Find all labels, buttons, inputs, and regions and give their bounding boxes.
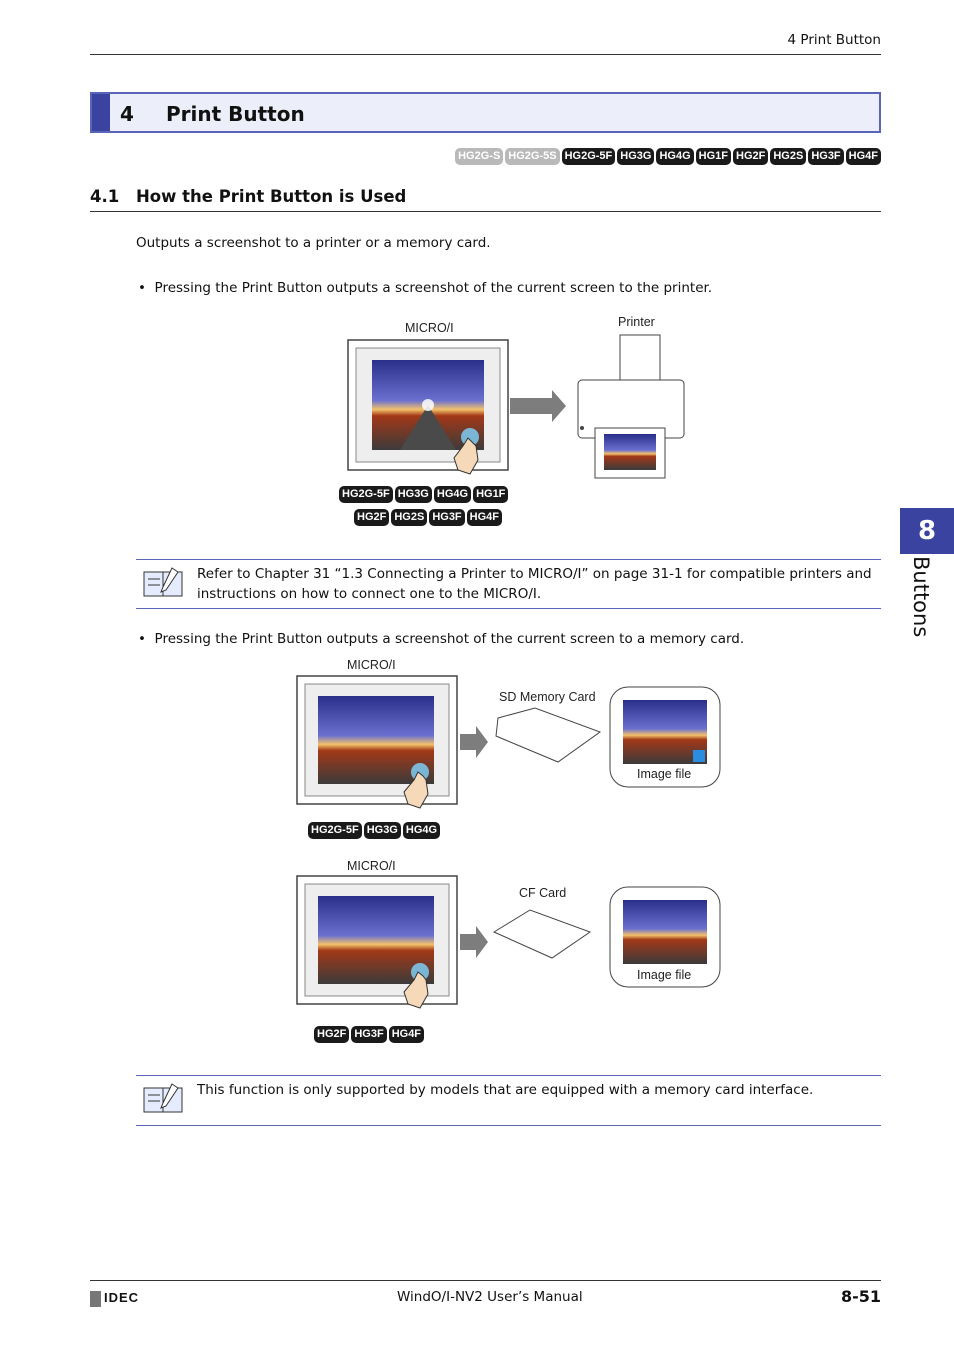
model-chip: HG4G: [434, 486, 471, 503]
model-chip: HG2G-S: [455, 148, 503, 165]
note-box: [136, 559, 881, 609]
model-chip: HG3G: [617, 148, 654, 165]
note-icon: [142, 566, 184, 598]
manual-title: WindO/I-NV2 User’s Manual: [397, 1289, 583, 1305]
chapter-tab-text: Buttons: [909, 556, 933, 638]
cf-card-icon: [494, 910, 590, 958]
bullet-item: [138, 280, 712, 296]
model-chip: HG2G-5F: [562, 148, 616, 165]
model-chip: HG2G-5S: [505, 148, 559, 165]
intro-text: Outputs a screenshot to a printer or a memory card.: [136, 235, 491, 251]
arrow-icon: [510, 390, 566, 422]
model-chip: HG3F: [808, 148, 843, 165]
arrow-icon: [460, 726, 488, 758]
model-chip: HG2G-5F: [339, 486, 393, 503]
cf-card-label: CF Card: [519, 886, 567, 900]
note-text: This function is only supported by models that are equipped with a memory card interface.: [197, 1082, 814, 1098]
subsection-heading: [90, 187, 406, 206]
idec-logo: [90, 1290, 139, 1307]
sd-card-icon: [496, 708, 600, 762]
image-file-label: Image file: [637, 968, 692, 982]
section-heading: [90, 92, 881, 133]
model-chip: HG2G-5F: [308, 822, 362, 839]
subsection-title: How the Print Button is Used: [136, 187, 407, 206]
note-box: [136, 1075, 881, 1126]
logo-mark: [90, 1291, 101, 1307]
model-chip: HG3F: [351, 1026, 386, 1043]
printer-paper-tray: [620, 335, 660, 380]
micro-i-label: MICRO/I: [347, 658, 396, 672]
note-text: Refer to Chapter 31 “1.3 Connecting a Printer to MICRO/I” on page 31-1 for compatible printers and instructions on how to connect one to the MICRO/I.: [197, 566, 872, 602]
chapter-tab-label: [893, 540, 953, 650]
header-rule: [90, 54, 881, 55]
model-chip: HG4G: [656, 148, 693, 165]
printer-label: Printer: [618, 315, 655, 329]
model-chip: HG2S: [770, 148, 806, 165]
section-accent-block: [92, 94, 110, 131]
chapter-tab-number: 8: [900, 508, 954, 554]
section-number: 4: [120, 102, 134, 126]
bullet-text: Pressing the Print Button outputs a screenshot of the current screen to a memory card.: [154, 631, 745, 647]
footer-rule: [90, 1280, 881, 1281]
model-chip: HG4G: [403, 822, 440, 839]
section-title: Print Button: [166, 102, 305, 126]
bullet-dot: •: [138, 280, 155, 296]
model-chip: HG1F: [696, 148, 731, 165]
model-chip: HG1F: [473, 486, 508, 503]
model-chip-row: [354, 509, 502, 526]
micro-i-label: MICRO/I: [347, 859, 396, 873]
running-header: 4 Print Button: [787, 32, 881, 48]
model-chip-row: [314, 1026, 424, 1043]
arrow-icon: [460, 926, 488, 958]
model-chip: HG3F: [429, 509, 464, 526]
logo-text: IDEC: [104, 1290, 140, 1305]
subsection-number: 4.1: [90, 187, 120, 206]
model-chip: HG2S: [391, 509, 427, 526]
sd-card-label: SD Memory Card: [499, 690, 596, 704]
image-file-label: Image file: [637, 767, 692, 781]
model-chip: HG4F: [467, 509, 502, 526]
subsection-rule: [90, 211, 881, 212]
model-chip: HG2F: [354, 509, 389, 526]
model-chip-row: [308, 822, 440, 839]
bullet-dot: •: [138, 631, 155, 647]
model-chip-row: [455, 148, 881, 165]
bullet-text: Pressing the Print Button outputs a screenshot of the current screen to the printer.: [154, 280, 713, 296]
bullet-item: [138, 631, 744, 647]
model-chip: HG4F: [389, 1026, 424, 1043]
model-chip-row: [339, 486, 508, 503]
model-chip: HG3G: [364, 822, 401, 839]
model-chip: HG2F: [314, 1026, 349, 1043]
page-number: 8-51: [840, 1287, 881, 1306]
cf-card-figure: [290, 870, 730, 1010]
image-file-thumbnail: [623, 900, 707, 964]
model-chip: HG4F: [846, 148, 881, 165]
model-chip: HG3G: [395, 486, 432, 503]
micro-i-label: MICRO/I: [405, 321, 454, 335]
model-chip: HG2F: [733, 148, 768, 165]
note-icon: [142, 1082, 184, 1114]
